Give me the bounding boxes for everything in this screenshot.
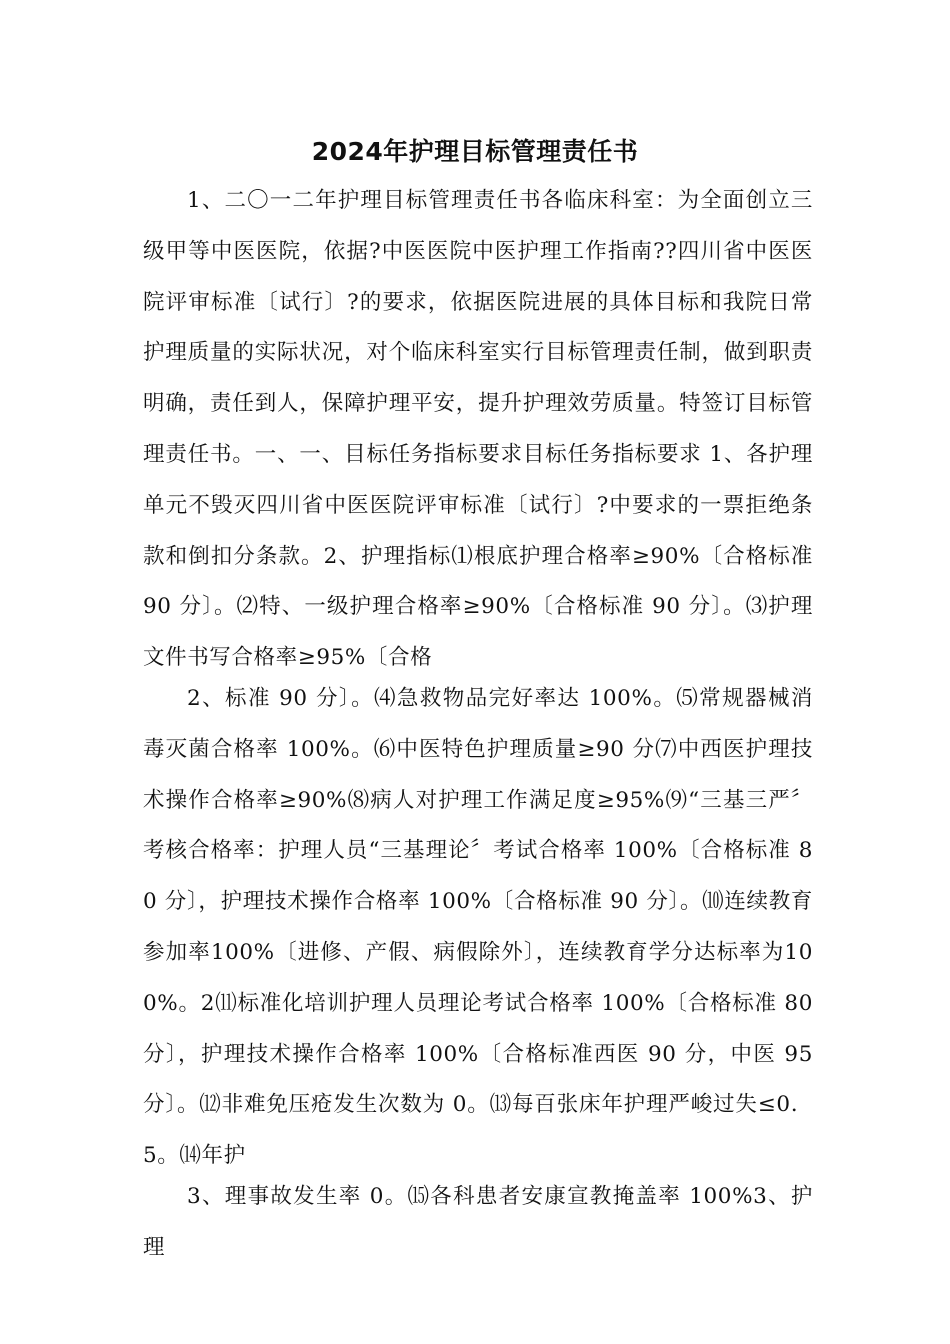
paragraph-1: 1、二〇一二年护理目标管理责任书各临床科室：为全面创立三级甲等中医医院，依据?中医医院中医护理工作指南??四川省中医医院评审标准〔试行〕?的要求，依据医院进展的具体目标和我院日常护理质量的实际状况，对个临床科室实行目标管理责任制，做到职责明确，责任到人，保障护理平安，提升护理效劳质量。特签订目标管理责任书。一、一、目标任务指标要求目标任务指标要求 1、各护理单元不毁灭四川省中医医院评审标准〔试行〕?中要求的一票拒绝条款和倒扣分条款。2、护理指标⑴根底护理合格率≥90%〔合格标准 90 分〕。⑵特、一级护理合格率≥90%〔合格标准 90 分〕。⑶护理文件书写合格率≥95%〔合格 <box>143 188 813 671</box>
paragraph-2: 2、标准 90 分〕。⑷急救物品完好率达 100%。⑸常规器械消毒灭菌合格率 100%。⑹中医特色护理质量≥90 分⑺中西医护理技术操作合格率≥90%⑻病人对护理工作满足度≥95%⑼“三基三严〞考核合格率：护理人员“三基理论〞考试合格率 100%〔合格标准 80 分〕，护理技术操作合格率 100%〔合格标准 90 分〕。⑽连续教育参加率100%〔进修、产假、病假除外〕，连续教育学分达标率为100%。2⑾标准化培训护理人员理论考试合格率 100%〔合格标准 80分〕，护理技术操作合格率 100%〔合格标准西医 90 分，中医 95分〕。⑿非难免压疮发生次数为 0。⒀每百张床年护理严峻过失≤0．5。⒁年护 <box>143 686 813 1169</box>
document-title: 2024年护理目标管理责任书 <box>311 137 639 166</box>
paragraph-3: 3、理事故发生率 0。⒂各科患者安康宣教掩盖率 100%3、护理 <box>143 1184 813 1260</box>
